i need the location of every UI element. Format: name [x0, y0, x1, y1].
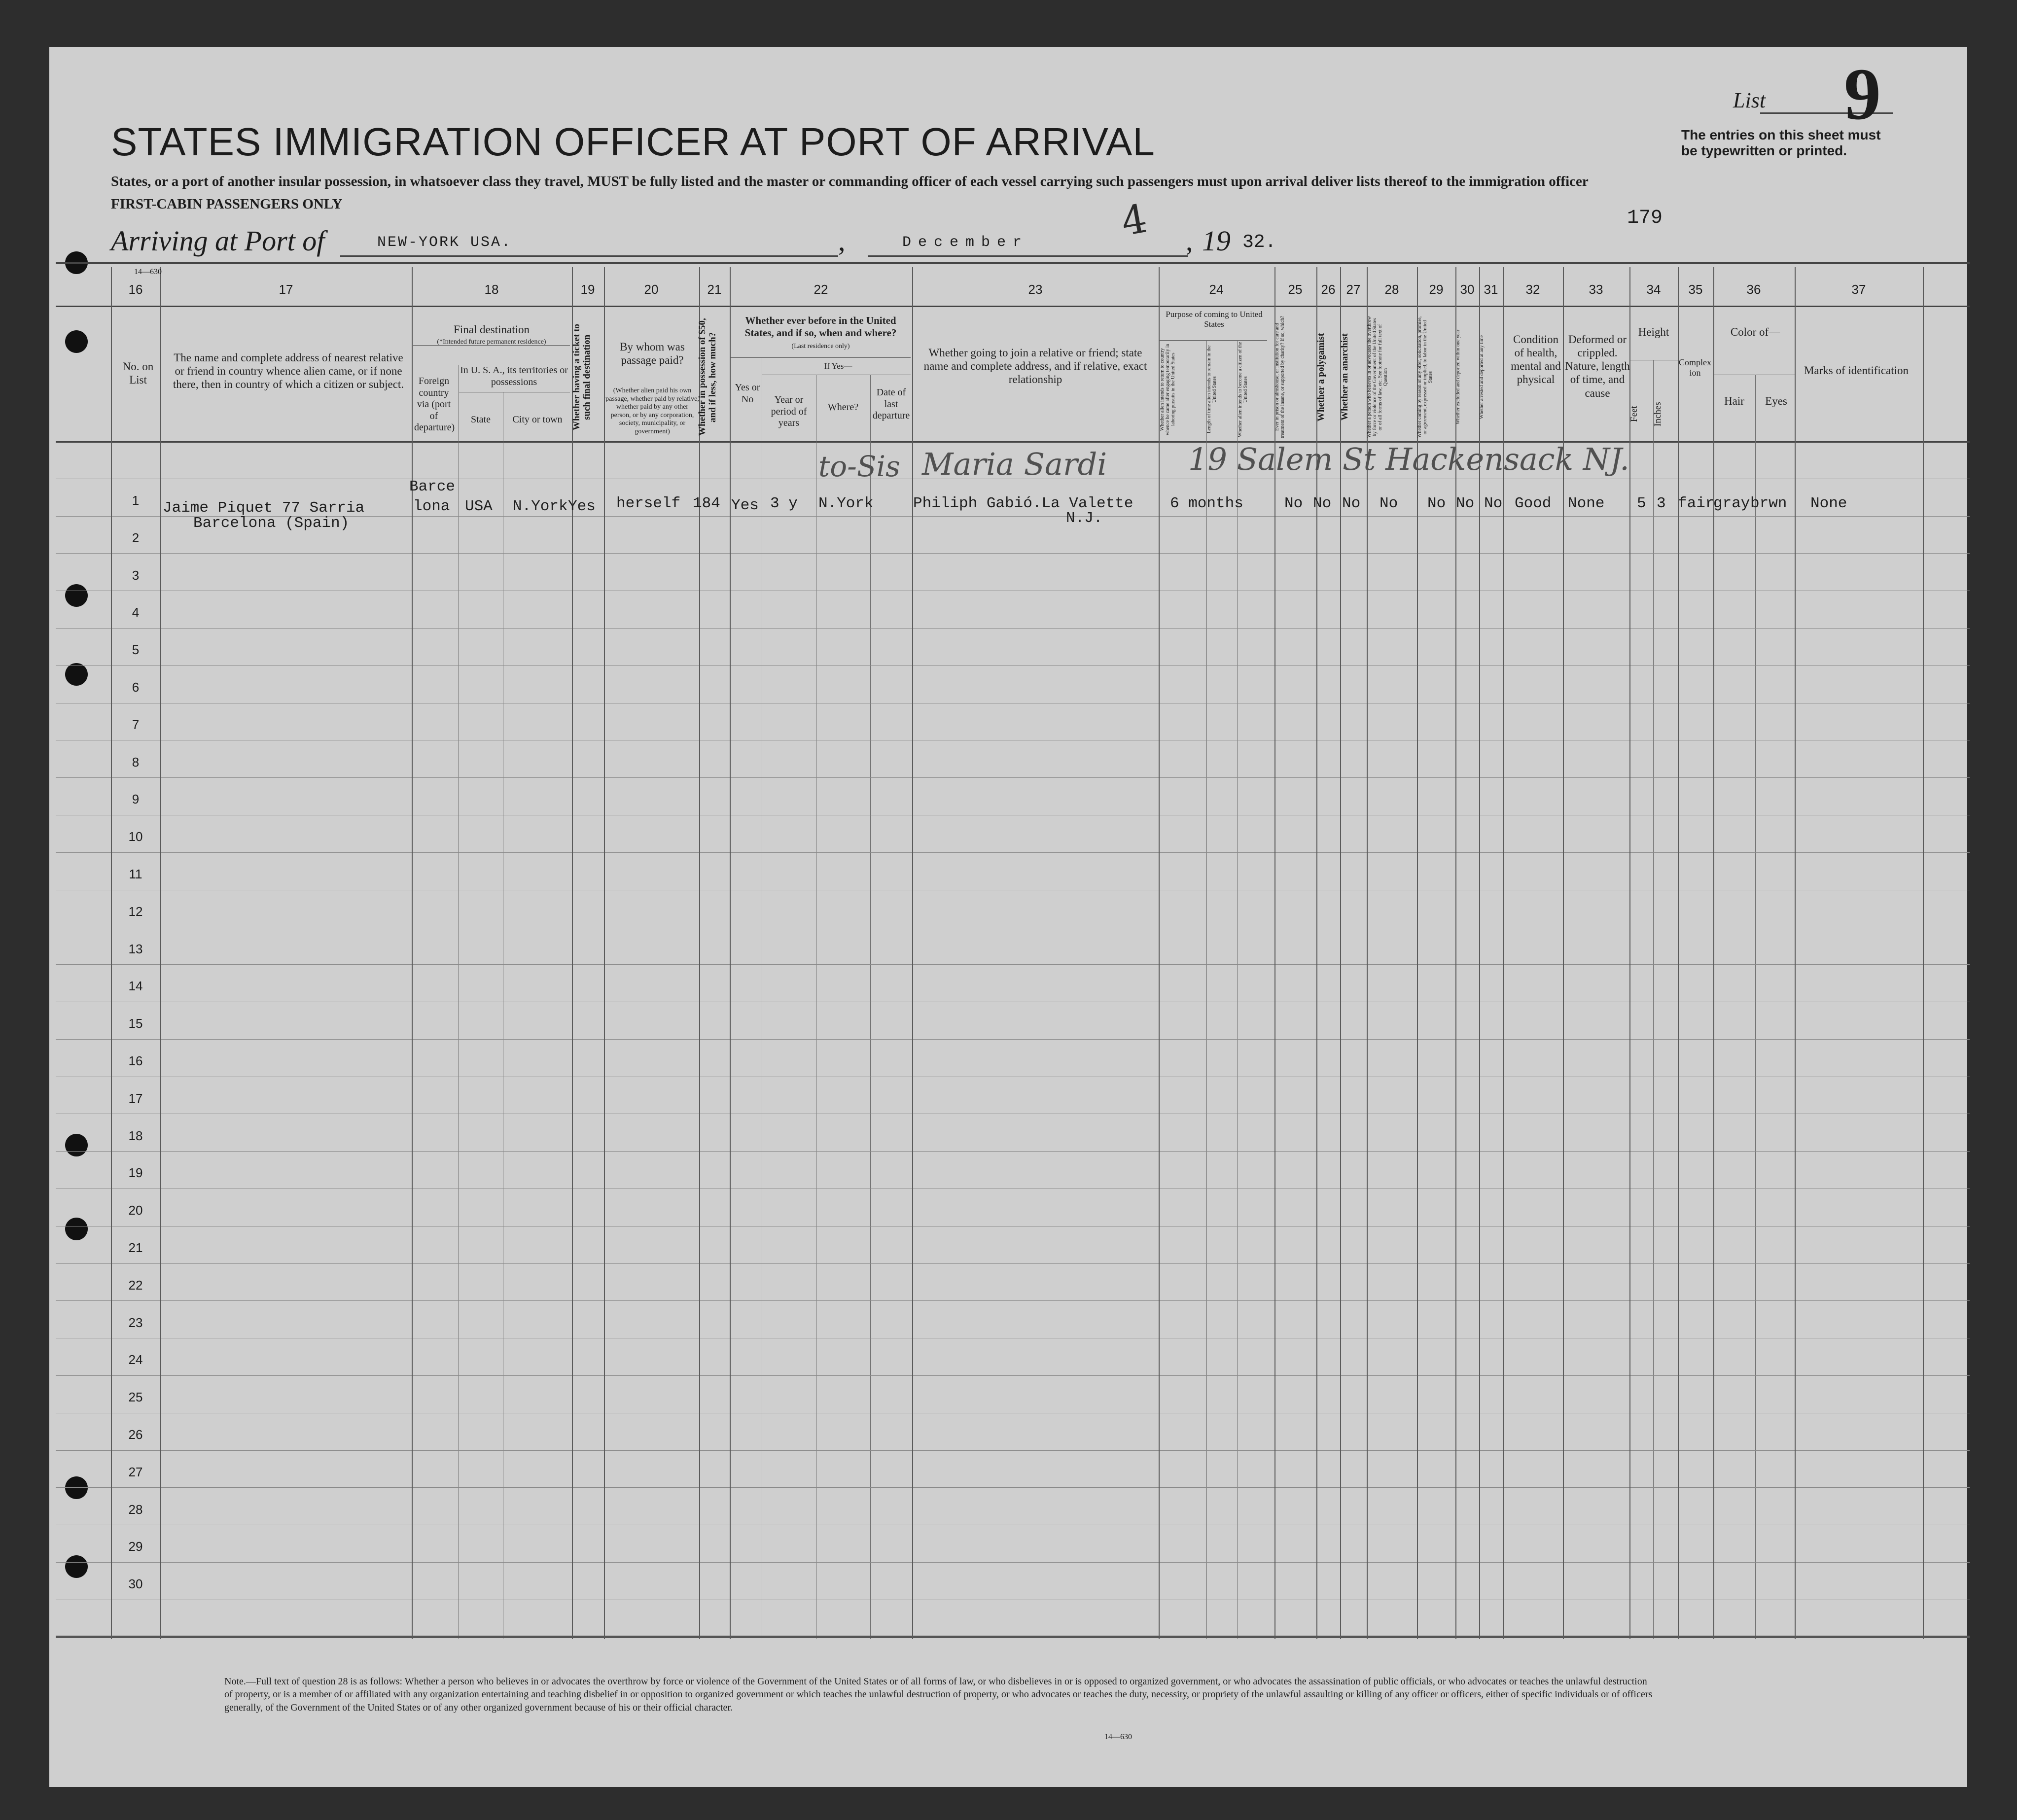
header-final-destination: Final destination	[454, 323, 530, 336]
relative-address-line2: Barcelona (Spain)	[193, 515, 350, 532]
row-number: 6	[132, 680, 140, 695]
year-suffix: 32.	[1242, 232, 1276, 253]
header-feet: Feet	[1629, 406, 1639, 422]
header-marks: Marks of identification	[1804, 364, 1909, 377]
grid-col-line	[412, 267, 413, 1639]
column-number: 17	[279, 282, 293, 297]
length-stay-value: 6 months	[1170, 495, 1243, 512]
row-number: 23	[128, 1315, 143, 1330]
column-number: 35	[1688, 282, 1703, 297]
grid-col-line	[1923, 267, 1924, 1639]
grid-row-line	[56, 1562, 1970, 1563]
eyes-value: brwn	[1750, 495, 1787, 512]
complexion-value: fair	[1678, 495, 1715, 512]
grid-col-line	[1795, 267, 1796, 1639]
row-number: 13	[128, 941, 143, 956]
prison-value: No	[1284, 495, 1303, 512]
column-number: 37	[1851, 282, 1866, 297]
binder-hole	[65, 663, 88, 686]
destination-city: N.York	[513, 498, 568, 515]
where-value: N.York	[818, 495, 874, 512]
row-number: 29	[128, 1539, 143, 1554]
header-money: Whether in possession of $50, and if less, how much?	[697, 318, 718, 436]
column-number: 23	[1028, 282, 1043, 297]
port-value: NEW-YORK USA.	[377, 234, 512, 251]
row-number: 4	[132, 605, 140, 620]
grid-row-line	[56, 1450, 1970, 1451]
grid-row-line	[56, 262, 1970, 264]
ticket-value: Yes	[568, 498, 596, 515]
column-number: 29	[1429, 282, 1444, 297]
row-number: 11	[129, 867, 142, 881]
grid-col-line	[1678, 267, 1679, 1639]
stamp-number: 179	[1627, 207, 1663, 229]
header-where: Where?	[827, 402, 859, 413]
column-number: 19	[580, 282, 595, 297]
column-number: 26	[1321, 282, 1336, 297]
column-number: 24	[1209, 282, 1224, 297]
grid-col-line	[730, 267, 731, 1639]
deformed-value: None	[1568, 495, 1605, 512]
header-height: Height	[1638, 326, 1669, 338]
port-rule	[340, 255, 838, 257]
row-number: 28	[128, 1502, 143, 1517]
header-date-departure: Date of last departure	[872, 387, 910, 421]
binder-hole	[65, 1134, 88, 1156]
passage-paid-value: herself	[616, 495, 681, 512]
row-number: 22	[128, 1277, 143, 1293]
grid-row-line	[56, 306, 1970, 307]
header-citizen-intent: Whether alien intends to become a citizen of the United States	[1238, 342, 1248, 437]
handwritten-relative-name: Maria Sardi	[922, 446, 1107, 482]
excluded-value: No	[1456, 495, 1475, 512]
grid-col-line	[912, 267, 913, 1639]
grid-col-line	[1755, 375, 1756, 1639]
grid-row-line	[56, 852, 1970, 853]
header-if-yes: If Yes—	[824, 361, 852, 371]
handwritten-address: 19 Salem St Hackensack NJ.	[1188, 441, 1629, 477]
join-relative-line2: N.J.	[1066, 510, 1103, 527]
grid-row-line	[56, 777, 1970, 778]
footnote: Note.—Full text of question 28 is as follows: Whether a person who believes in or advocates the overthrow by force or violence of the Government of the United States or of all forms of law, or who disbelieves in or is opposed to organized government, or who advocates the assassination of public officials, or who advocates or teaches the unlawful destruction of property, or is a member of or affiliated with any organization entertaining and teaching disbelief in or opposition to organized government or which teaches the unlawful destruction of property, or who advocates or teaches the duty, necessity, or propriety of the unlawful assaulting or killing of any officer or officers, either of specific individuals or of officers generally, of the Government of the United States or of any other organized government because of his or their official character.	[224, 1676, 1653, 1713]
grid-col-line	[1653, 360, 1654, 1639]
grid-col-line	[1629, 267, 1630, 1639]
binder-hole	[65, 1218, 88, 1240]
comma: ,	[1186, 225, 1193, 257]
row-number: 24	[128, 1352, 143, 1367]
row-number: 17	[128, 1090, 143, 1106]
header-prison: Ever in prison or almshouse, or institution for care and treatment of the insane, or supported by charity? If so, which?	[1274, 315, 1285, 439]
money-value: 184	[693, 495, 720, 512]
header-deported: Whether arrested and deported at any time	[1479, 335, 1485, 419]
header-complexion: Complexion	[1679, 357, 1711, 378]
row-number: 2	[132, 530, 140, 545]
column-number: 18	[484, 282, 499, 297]
row-number: 19	[128, 1165, 143, 1181]
row-number: 15	[128, 1016, 143, 1031]
header-state: State	[471, 414, 491, 425]
column-number: 30	[1460, 282, 1475, 297]
header-passage-paid-sub: (Whether alien paid his own passage, whether paid by relative, whether paid by any other person, or by any corporation, society, municipality, or government)	[605, 387, 699, 435]
grid-row-line	[56, 553, 1970, 554]
header-offer: Whether coming by reason of any offer, solicitation, promise, or agreement, expressed or implied, to labor in the United States	[1417, 316, 1433, 438]
grid-row-line	[56, 628, 1970, 629]
column-number: 36	[1746, 282, 1761, 297]
health-value: Good	[1515, 495, 1552, 512]
header-yes-no: Yes or No	[735, 382, 760, 405]
row-number: 8	[132, 754, 140, 770]
grid-row-line	[56, 964, 1970, 965]
date-rule	[868, 255, 1188, 257]
header-inches: Inches	[1653, 402, 1663, 426]
row-number: 26	[128, 1427, 143, 1442]
year-prefix: 19	[1202, 225, 1231, 257]
row-number: 5	[132, 642, 140, 658]
grid-row-line	[56, 1375, 1970, 1376]
relative-address-line1: Jaime Piquet 77 Sarria	[163, 499, 365, 517]
passenger-class: FIRST-CABIN PASSENGERS ONLY	[111, 196, 343, 212]
header-purpose: Purpose of coming to United States	[1166, 310, 1263, 329]
join-relative-line1: Philiph Gabió.La Valette	[913, 495, 1133, 512]
ever-before-value: Yes	[731, 497, 759, 514]
header-nearest-relative: The name and complete address of nearest relative or friend in country whence alien came, or if none there, then in country of which a citizen or subject.	[173, 351, 404, 391]
overthrow-value: No	[1380, 495, 1398, 512]
row-number: 12	[128, 904, 143, 919]
header-final-destination-sub: (*Intended future permanent residence)	[437, 338, 546, 346]
form-number-top: 14—630	[134, 268, 162, 276]
column-number: 20	[644, 282, 659, 297]
column-number: 25	[1288, 282, 1303, 297]
grid-row-line	[56, 441, 1970, 443]
handwritten-to-sis: to-Sis	[818, 450, 900, 483]
column-number: 31	[1484, 282, 1498, 297]
comma: ,	[838, 225, 846, 257]
grid-row-line	[56, 1263, 1970, 1264]
column-number: 16	[128, 282, 143, 297]
foreign-port-line2: lona	[413, 498, 450, 515]
row-number: 30	[128, 1576, 143, 1592]
column-number: 27	[1346, 282, 1361, 297]
header-foreign-country: Foreign country via (port of departure)	[414, 376, 455, 433]
arriving-label: Arriving at Port of	[111, 225, 325, 257]
column-number: 28	[1384, 282, 1399, 297]
hair-value: gray	[1713, 495, 1750, 512]
column-number: 21	[707, 282, 722, 297]
list-number: 9	[1844, 53, 1881, 135]
grid-col-line	[870, 375, 871, 1639]
header-eyes: Eyes	[1765, 395, 1787, 407]
grid-col-line	[604, 267, 605, 1639]
row-number: 1	[132, 493, 140, 508]
header-excluded: Whether excluded and deported within one year	[1455, 329, 1461, 425]
binder-hole	[65, 330, 88, 353]
inches-value: 3	[1657, 495, 1666, 512]
header-in-usa: In U. S. A., its territories or possessions	[460, 365, 568, 387]
anarchist-value: No	[1342, 495, 1361, 512]
row-number: 7	[132, 717, 140, 732]
marks-value: None	[1810, 495, 1847, 512]
column-number: 34	[1646, 282, 1661, 297]
foreign-port-line1: Barce	[409, 478, 456, 495]
period-value: 3 y	[770, 495, 798, 512]
grid-row-line	[56, 1300, 1970, 1301]
entries-note-line: be typewritten or printed.	[1681, 143, 1847, 159]
day-value: 4	[1118, 195, 1151, 245]
deported-value: No	[1484, 495, 1503, 512]
header-ticket: Whether having a ticket to such final destination	[571, 323, 592, 431]
month-value: December	[902, 234, 1029, 251]
row-number: 18	[128, 1128, 143, 1143]
grid-col-line	[1159, 267, 1160, 1639]
offer-value: No	[1427, 495, 1446, 512]
header-hair: Hair	[1724, 395, 1744, 407]
header-passage-paid: By whom was passage paid?	[620, 341, 685, 367]
header-health: Condition of health, mental and physical	[1511, 333, 1561, 386]
column-number: 33	[1589, 282, 1603, 297]
header-polygamist: Whether a polygamist	[1316, 333, 1326, 421]
row-number: 16	[128, 1053, 143, 1068]
header-deformed: Deformed or crippled. Nature, length of time, and cause	[1565, 333, 1630, 399]
grid-col-line	[1713, 267, 1714, 1639]
header-overthrow: Whether a person who believes in or advocates the overthrow by force or violence of the Government of the United States or of all forms of law, etc. See footnote for full text of Question	[1367, 316, 1388, 438]
header-year-period: Year or period of years	[771, 394, 807, 429]
row-number: 20	[128, 1203, 143, 1218]
destination-state: USA	[465, 498, 493, 515]
row-number: 21	[128, 1240, 143, 1255]
grid-row-line	[731, 357, 911, 358]
row-number: 27	[128, 1464, 143, 1479]
form-number: 14—630	[1104, 1733, 1132, 1741]
header-ever-before: Whether ever before in the United States, and if so, when and where?	[744, 315, 897, 339]
entries-note	[1681, 127, 1881, 159]
instruction-text: States, or a port of another insular possession, in whatsoever class they travel, MUST be fully listed and the master or commanding officer of each vessel carrying such passengers must upon arrival deliver lists thereof to the immigration officer	[111, 174, 1589, 189]
grid-row-line	[56, 665, 1970, 666]
binder-hole	[65, 1555, 88, 1578]
grid-col-line	[160, 267, 161, 1639]
grid-row-line	[56, 1039, 1970, 1040]
row-number: 14	[128, 979, 143, 994]
header-return-intent: Whether alien intends to return to country whence he came after engaging temporarily in laboring pursuits in the United States	[1160, 344, 1176, 435]
column-number: 32	[1525, 282, 1540, 297]
header-ever-before-sub: (Last residence only)	[791, 343, 850, 350]
grid-row-line	[56, 1487, 1970, 1488]
grid-col-line	[111, 267, 112, 1639]
header-length-stay: Length of time alien intends to remain in the United States	[1206, 345, 1217, 434]
header-anarchist: Whether an anarchist	[1340, 333, 1350, 421]
row-number: 10	[128, 829, 143, 844]
grid-col-line	[699, 267, 700, 1639]
row-number: 25	[128, 1390, 143, 1405]
column-number: 22	[814, 282, 828, 297]
header-city: City or town	[512, 414, 563, 425]
row-number: 9	[132, 792, 140, 807]
grid-row-line	[56, 1151, 1970, 1152]
grid-col-line	[1206, 340, 1207, 1639]
grid-col-line	[572, 267, 573, 1639]
manifest-sheet	[49, 47, 1967, 1787]
row-number: 3	[132, 567, 140, 583]
polygamist-value: No	[1313, 495, 1332, 512]
header-join-relative: Whether going to join a relative or friend; state name and complete address, and if relative, exact relationship	[923, 347, 1147, 386]
page-title: STATES IMMIGRATION OFFICER AT PORT OF ARRIVAL	[111, 120, 1155, 164]
header-color-of: Color of—	[1730, 326, 1780, 338]
binder-hole	[65, 584, 88, 607]
header-no-on-list: No. on List	[122, 360, 154, 386]
entries-note-line: The entries on this sheet must	[1681, 127, 1881, 142]
feet-value: 5	[1637, 495, 1646, 512]
list-label: List	[1733, 88, 1766, 112]
grid-row-line	[56, 1636, 1970, 1638]
